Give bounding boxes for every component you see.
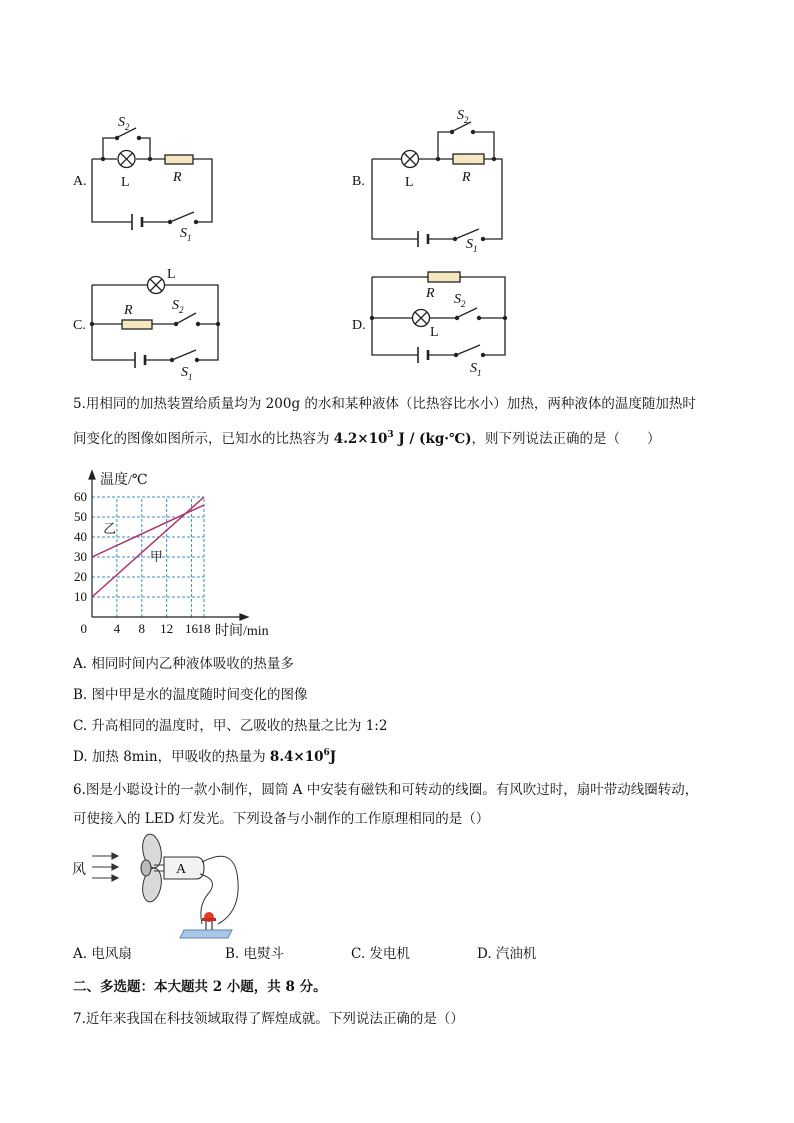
x-tick-label: 16 [185,621,199,636]
option-label-c: C. [73,318,86,333]
x-tick-label: 18 [197,621,211,636]
q5-option-b[interactable]: B. 图中甲是水的温度随时间变化的图像 [73,687,308,703]
resistor-icon [453,154,484,164]
q6-stem-line1: 6.图是小聪设计的一款小制作，圆筒 A 中安装有磁铁和可转动的线圈。有风吹过时，扇叶带动线圈转动， [73,782,699,798]
resistor-label: R [426,286,435,301]
y-tick-label: 60 [74,489,87,504]
option-label-b: B. [352,174,365,189]
x-axis-label: 时间/min [215,624,269,639]
y-tick-label: 10 [74,589,87,604]
x-axis-arrow [240,614,248,620]
circuit-options-figure [0,0,794,400]
q7-stem: 7.近年来我国在科技领域取得了辉煌成就。下列说法正确的是（） [73,1011,464,1027]
switch-label-s2: $S_2$ [172,298,184,315]
wind-label: 风 [72,863,86,878]
resistor-icon [428,272,460,282]
switch-label-s2: $S_2$ [118,115,130,132]
wind-generator-figure [68,832,258,944]
y-axis-arrow [89,471,95,479]
x-tick-label: 4 [113,621,121,636]
resistor-label: R [462,170,471,185]
x-tick-label: 12 [160,621,174,636]
water-specific-heat: $4.2\times 10^3$ J / (kg·℃) [333,430,472,447]
circuit-a [92,128,212,230]
origin-label: 0 [80,621,87,636]
led-base [180,930,232,938]
led-icon [202,912,216,930]
q6-option-b[interactable]: B. 电熨斗 [225,946,285,962]
switch-label-s1: $S_1$ [180,226,192,243]
resistor-label: R [173,170,182,185]
resistor-label: R [124,303,133,318]
switch-label-s2: $S_2$ [457,108,469,125]
temperature-time-chart [60,464,320,644]
wind-arrows-icon [92,853,118,881]
q5-option-c[interactable]: C. 升高相同的温度时，甲、乙吸收的热量之比为 1:2 [73,718,388,734]
x-tick-label: 8 [138,621,146,636]
series-label: 乙 [103,521,117,536]
y-axis-label: 温度/℃ [100,473,148,488]
q6-option-d[interactable]: D. 汽油机 [477,946,537,962]
switch-label-s1: $S_1$ [466,237,478,254]
q6-option-c[interactable]: C. 发电机 [351,946,410,962]
circuit-d [372,272,505,363]
resistor-icon [122,320,152,329]
section-heading-multiple-choice: 二、多选题：本大题共 2 小题，共 8 分。 [73,979,327,995]
lamp-label: L [405,175,414,190]
switch-label-s1: $S_1$ [181,365,193,382]
q6-option-a[interactable]: A. 电风扇 [73,946,132,962]
q5-stem-line1: 5.用相同的加热装置给质量均为 200g 的水和某种液体（比热容比水小）加热，两种液体的温度随加热时 [73,396,696,412]
option-label-a: A. [73,174,87,189]
cylinder-label: A [176,862,187,877]
y-tick-label: 50 [74,509,87,524]
y-tick-label: 30 [74,549,87,564]
q5-option-a[interactable]: A. 相同时间内乙种液体吸收的热量多 [73,656,294,672]
lamp-label: L [167,267,176,282]
y-tick-label: 40 [74,529,87,544]
resistor-icon [165,155,193,164]
fan-blade-icon [140,833,164,904]
y-tick-label: 20 [74,569,87,584]
series-label: 甲 [149,549,163,564]
q6-options [73,945,673,963]
q5-stem-line2: 间变化的图像如图所示，已知水的比热容为 $4.2\times 10^3$ J / (kg·℃)，则下列说法正确的是（ ） [73,430,661,447]
lamp-label: L [121,175,130,190]
q5-option-d[interactable]: D. 加热 8min，甲吸收的热量为 $8.4\times 10^6J$ [73,748,337,765]
circuit-b [372,122,502,247]
option-label-d: D. [352,318,366,333]
switch-label-s2: $S_2$ [454,292,466,309]
q6-stem-line2: 可使接入的 LED 灯发光。下列设备与小制作的工作原理相同的是（） [73,811,490,827]
lamp-label: L [430,325,439,340]
switch-label-s1: $S_1$ [470,361,482,378]
